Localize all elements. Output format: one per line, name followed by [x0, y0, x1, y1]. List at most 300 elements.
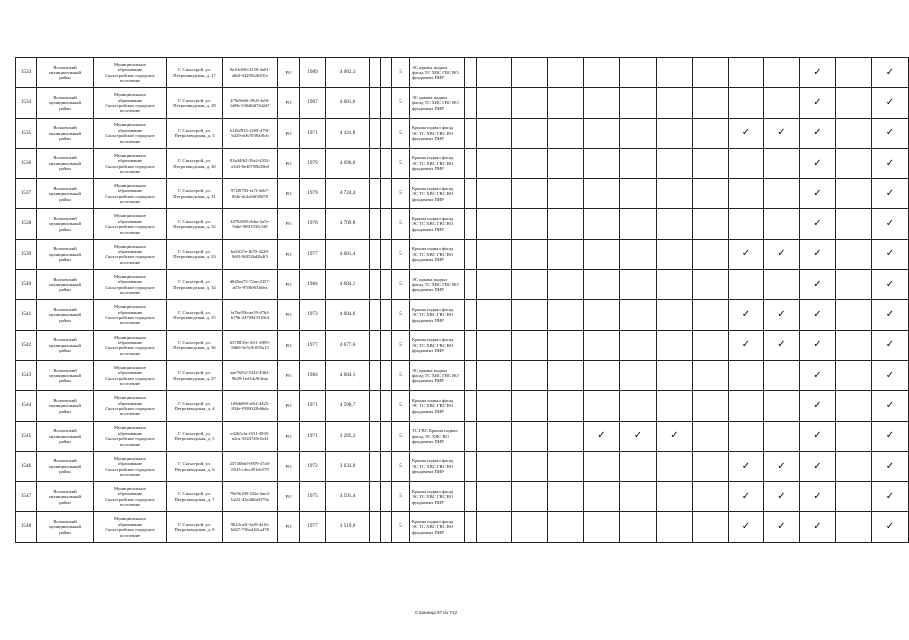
work-check-cell: [800, 148, 836, 178]
work-check-cell: [477, 360, 512, 390]
work-check-cell: [477, 88, 512, 118]
work-check-cell: [872, 512, 909, 542]
address-cell: Г. Сясьстрой, ул. Петрозаводская, д. 4: [167, 391, 223, 421]
work-check-cell: [477, 482, 512, 512]
blank-cell: [465, 330, 477, 360]
works-list-cell: Крыша подвал фасад ЭС ТС ХВС ГВС ВО фундамент ПИР: [410, 300, 465, 330]
blank-cell: [381, 512, 392, 542]
house-guid-cell: 1f6bb069-a0cf-4425- 834e-f950042b66da: [223, 391, 278, 421]
build-year-cell: 1971: [300, 118, 326, 148]
work-check-cell: [512, 421, 548, 451]
municipality-cell: Муниципальное образование Сясьстройское городское поселение: [94, 148, 167, 178]
address-cell: Г. Сясьстрой, ул. Петрозаводская, д. 33: [167, 239, 223, 269]
work-check-cell: [800, 451, 836, 481]
blank-cell: [370, 391, 381, 421]
work-check-cell: [584, 270, 620, 300]
work-check-cell: [693, 391, 729, 421]
area-cell: 4 684,6: [326, 300, 370, 330]
build-year-cell: 1989: [300, 58, 326, 88]
address-cell: Г. Сясьстрой, ул. Петрозаводская, д. 30: [167, 148, 223, 178]
row-number: 1543: [16, 360, 37, 390]
work-check-cell: [729, 118, 764, 148]
work-check-cell: [584, 512, 620, 542]
work-check-cell: [512, 58, 548, 88]
build-year-cell: 1977: [300, 330, 326, 360]
blank-cell: [381, 209, 392, 239]
work-check-cell: [584, 88, 620, 118]
table-row: [16, 148, 909, 178]
address-cell: Г. Сясьстрой, ул. Петрозаводская, д. 35: [167, 300, 223, 330]
work-check-cell: [512, 148, 548, 178]
work-check-cell: [477, 239, 512, 269]
build-year-cell: 1978: [300, 209, 326, 239]
works-list-cell: ЭС крыша подвал фасад ТС ХВС ГВС ВО фундамент ПИР: [410, 360, 465, 390]
build-year-cell: 1975: [300, 482, 326, 512]
area-cell: 4 591,4: [326, 482, 370, 512]
address-cell: Г. Сясьстрой, ул. Петрозаводская, д. 5: [167, 421, 223, 451]
work-check-cell: [872, 421, 909, 451]
work-check-cell: [657, 421, 693, 451]
work-check-cell: [584, 391, 620, 421]
work-check-cell: [836, 58, 872, 88]
work-check-cell: [729, 58, 764, 88]
build-year-cell: 1984: [300, 360, 326, 390]
check-mark-icon: ✓: [813, 248, 822, 260]
area-cell: 4 431,8: [326, 118, 370, 148]
house-guid-cell: 9e10c036-4158-4a01- a8df-04295f2b591e: [223, 58, 278, 88]
build-year-cell: 1972: [300, 451, 326, 481]
check-mark-icon: ✓: [885, 369, 895, 381]
floors-cell: 5: [392, 300, 410, 330]
district-cell: Волховский муниципальный район: [37, 451, 94, 481]
work-check-cell: [800, 512, 836, 542]
district-cell: Волховский муниципальный район: [37, 179, 94, 209]
work-check-cell: [729, 482, 764, 512]
blank-cell: [465, 512, 477, 542]
work-check-cell: [548, 179, 584, 209]
table-row: [16, 239, 909, 269]
work-check-cell: [620, 421, 657, 451]
work-check-cell: [657, 88, 693, 118]
address-cell: Г. Сясьстрой, ул. Петрозаводская, д. 37: [167, 360, 223, 390]
blank-cell: [465, 360, 477, 390]
work-check-cell: [836, 239, 872, 269]
blank-cell: [370, 209, 381, 239]
row-number: 1540: [16, 270, 37, 300]
blank-cell: [465, 58, 477, 88]
work-check-cell: [872, 88, 909, 118]
work-check-cell: [836, 451, 872, 481]
work-check-cell: [800, 330, 836, 360]
blank-cell: [381, 482, 392, 512]
municipality-cell: Муниципальное образование Сясьстройское городское поселение: [94, 118, 167, 148]
work-check-cell: [800, 300, 836, 330]
house-guid-cell: e42b5cfa-f331-4935- a2ca-5543749c5e4f: [223, 421, 278, 451]
row-number: 1534: [16, 88, 37, 118]
check-mark-icon: ✓: [885, 521, 895, 533]
row-number: 1538: [16, 209, 37, 239]
check-mark-icon: ✓: [885, 490, 895, 502]
house-guid-cell: 44784f98-ebba-4a7e- 9a6e-9f8f1935c5f8: [223, 209, 278, 239]
work-check-cell: [657, 118, 693, 148]
municipality-cell: Муниципальное образование Сясьстройское городское поселение: [94, 512, 167, 542]
municipality-cell: Муниципальное образование Сясьстройское городское поселение: [94, 391, 167, 421]
municipality-cell: Муниципальное образование Сясьстройское городское поселение: [94, 300, 167, 330]
district-cell: Волховский муниципальный район: [37, 58, 94, 88]
check-mark-icon: ✓: [777, 339, 786, 351]
blank-cell: [381, 330, 392, 360]
work-check-cell: [584, 118, 620, 148]
table-row: [16, 391, 909, 421]
blank-cell: [370, 421, 381, 451]
check-mark-icon: ✓: [813, 521, 822, 533]
work-check-cell: [836, 482, 872, 512]
row-number: 1536: [16, 148, 37, 178]
work-check-cell: [620, 482, 657, 512]
check-mark-icon: ✓: [741, 309, 751, 321]
blank-cell: [465, 209, 477, 239]
floors-cell: 5: [392, 421, 410, 451]
fund-type-cell: РО: [278, 179, 300, 209]
row-number: 1548: [16, 512, 37, 542]
district-cell: Волховский муниципальный район: [37, 482, 94, 512]
work-check-cell: [657, 179, 693, 209]
district-cell: Волховский муниципальный район: [37, 421, 94, 451]
work-check-cell: [548, 482, 584, 512]
municipality-cell: Муниципальное образование Сясьстройское городское поселение: [94, 451, 167, 481]
work-check-cell: [693, 330, 729, 360]
work-check-cell: [729, 300, 764, 330]
build-year-cell: 1987: [300, 88, 326, 118]
work-check-cell: [729, 512, 764, 542]
blank-cell: [465, 148, 477, 178]
work-check-cell: [872, 58, 909, 88]
check-mark-icon: ✓: [813, 96, 822, 108]
work-check-cell: [477, 209, 512, 239]
blank-cell: [370, 179, 381, 209]
works-list-cell: Крыша подвал фасад ЭС ТС ХВС ГВС ВО фундамент ПИР: [410, 482, 465, 512]
work-check-cell: [764, 391, 800, 421]
work-check-cell: [620, 360, 657, 390]
house-guid-cell: ba5ff27e-fb70-4229- 9df3-8df52bd2b4f3: [223, 239, 278, 269]
work-check-cell: [836, 421, 872, 451]
check-mark-icon: ✓: [885, 187, 895, 199]
work-check-cell: [693, 421, 729, 451]
work-check-cell: [693, 512, 729, 542]
work-check-cell: [764, 209, 800, 239]
address-cell: Г. Сясьстрой, ул. Петрозаводская, д. 31: [167, 179, 223, 209]
check-mark-icon: ✓: [741, 521, 751, 533]
work-check-cell: [800, 270, 836, 300]
work-check-cell: [764, 88, 800, 118]
work-check-cell: [477, 451, 512, 481]
work-check-cell: [764, 179, 800, 209]
fund-type-cell: РО: [278, 512, 300, 542]
work-check-cell: [548, 148, 584, 178]
work-check-cell: [477, 330, 512, 360]
blank-cell: [465, 270, 477, 300]
work-check-cell: [620, 270, 657, 300]
work-check-cell: [512, 512, 548, 542]
work-check-cell: [836, 330, 872, 360]
works-list-cell: ЭС крыша подвал фасад ТС ХВС ГВС ВО фундамент ПИР: [410, 270, 465, 300]
floors-cell: 5: [392, 148, 410, 178]
work-check-cell: [477, 391, 512, 421]
works-list-cell: Крыша подвал фасад ЭС ТС ХВС ГВС ВО фундамент ПИР: [410, 391, 465, 421]
floors-cell: 5: [392, 58, 410, 88]
fund-type-cell: РО: [278, 300, 300, 330]
table-row: [16, 421, 909, 451]
works-list-cell: Крыша подвал фасад ЭС ТС ХВС ГВС ВО фундамент ПИР: [410, 512, 465, 542]
district-cell: Волховский муниципальный район: [37, 239, 94, 269]
work-check-cell: [548, 118, 584, 148]
row-number: 1547: [16, 482, 37, 512]
area-cell: 4 677,6: [326, 330, 370, 360]
work-check-cell: [548, 391, 584, 421]
check-mark-icon: ✓: [885, 339, 895, 351]
area-cell: 4 690,0: [326, 148, 370, 178]
work-check-cell: [764, 118, 800, 148]
work-check-cell: [764, 148, 800, 178]
fund-type-cell: РО: [278, 421, 300, 451]
check-mark-icon: ✓: [741, 248, 751, 260]
house-guid-cell: aae76f52-5342-4362- 9649-1ed1dc9f4eaa: [223, 360, 278, 390]
build-year-cell: 1973: [300, 300, 326, 330]
fund-type-cell: РО: [278, 88, 300, 118]
blank-cell: [381, 58, 392, 88]
blank-cell: [370, 270, 381, 300]
works-list-cell: ЭС крыша подвал фасад ТС ХВС ГВС ВО фундамент ПИР: [410, 88, 465, 118]
work-check-cell: [512, 179, 548, 209]
check-mark-icon: ✓: [777, 248, 786, 260]
table-row: [16, 179, 909, 209]
work-check-cell: [693, 88, 729, 118]
blank-cell: [370, 330, 381, 360]
work-check-cell: [729, 179, 764, 209]
work-check-cell: [477, 270, 512, 300]
work-check-cell: [872, 270, 909, 300]
municipality-cell: Муниципальное образование Сясьстройское городское поселение: [94, 179, 167, 209]
check-mark-icon: ✓: [885, 127, 895, 139]
check-mark-icon: ✓: [885, 218, 895, 230]
work-check-cell: [548, 512, 584, 542]
table-row: [16, 330, 909, 360]
work-check-cell: [657, 300, 693, 330]
table-row: [16, 88, 909, 118]
build-year-cell: 1979: [300, 148, 326, 178]
blank-cell: [370, 451, 381, 481]
house-guid-cell: 479e9e66-29c8-4e9f- b60b-330d64f7fd2d7: [223, 88, 278, 118]
work-check-cell: [693, 58, 729, 88]
check-mark-icon: ✓: [633, 430, 643, 442]
work-check-cell: [872, 330, 909, 360]
address-cell: Г. Сясьстрой, ул. Петрозаводская, д. 36: [167, 330, 223, 360]
table-row: [16, 300, 909, 330]
work-check-cell: [584, 148, 620, 178]
fund-type-cell: РО: [278, 391, 300, 421]
blank-cell: [465, 239, 477, 269]
work-check-cell: [729, 88, 764, 118]
table-row: [16, 360, 909, 390]
house-guid-cell: d845ea75-72ae-4357- a07e-97f0f9f1b0ea: [223, 270, 278, 300]
work-check-cell: [548, 88, 584, 118]
check-mark-icon: ✓: [885, 278, 895, 290]
check-mark-icon: ✓: [597, 430, 606, 442]
work-check-cell: [548, 58, 584, 88]
fund-type-cell: РО: [278, 239, 300, 269]
address-cell: Г. Сясьстрой, ул. Петрозаводская, д. 34: [167, 270, 223, 300]
table-row: [16, 58, 909, 88]
work-check-cell: [477, 118, 512, 148]
district-cell: Волховский муниципальный район: [37, 512, 94, 542]
work-check-cell: [620, 58, 657, 88]
work-check-cell: [764, 239, 800, 269]
work-check-cell: [512, 88, 548, 118]
area-cell: 4 681,4: [326, 239, 370, 269]
work-check-cell: [836, 300, 872, 330]
district-cell: Волховский муниципальный район: [37, 391, 94, 421]
works-list-cell: Крыша подвал фасад ЭС ТС ХВС ГВС ВО фундамент ПИР: [410, 148, 465, 178]
work-check-cell: [657, 360, 693, 390]
table-body: [16, 58, 909, 543]
check-mark-icon: ✓: [813, 460, 822, 472]
blank-cell: [381, 421, 392, 451]
blank-cell: [381, 270, 392, 300]
work-check-cell: [800, 58, 836, 88]
check-mark-icon: ✓: [885, 460, 895, 472]
work-check-cell: [836, 118, 872, 148]
work-check-cell: [872, 118, 909, 148]
blank-cell: [465, 391, 477, 421]
work-check-cell: [657, 58, 693, 88]
blank-cell: [381, 88, 392, 118]
work-check-cell: [800, 88, 836, 118]
blank-cell: [381, 300, 392, 330]
check-mark-icon: ✓: [813, 399, 822, 411]
house-guid-cell: 9623ca3f-3af9-4a1b- b827-736a4161a478: [223, 512, 278, 542]
work-check-cell: [872, 300, 909, 330]
check-mark-icon: ✓: [813, 369, 822, 381]
work-check-cell: [693, 270, 729, 300]
fund-type-cell: РО: [278, 360, 300, 390]
blank-cell: [381, 360, 392, 390]
work-check-cell: [872, 360, 909, 390]
check-mark-icon: ✓: [813, 490, 822, 502]
blank-cell: [381, 391, 392, 421]
work-check-cell: [764, 451, 800, 481]
house-guid-cell: b1f62933-2208-479f- b429-a0b70394f0cb: [223, 118, 278, 148]
registry-table: [15, 57, 909, 543]
check-mark-icon: ✓: [741, 127, 751, 139]
address-cell: Г. Сясьстрой, ул. Петрозаводская, д. 27: [167, 58, 223, 88]
check-mark-icon: ✓: [885, 309, 895, 321]
work-check-cell: [477, 148, 512, 178]
address-cell: Г. Сясьстрой, ул. Петрозаводская, д. 32: [167, 209, 223, 239]
build-year-cell: 1971: [300, 391, 326, 421]
work-check-cell: [764, 512, 800, 542]
area-cell: 4 684,1: [326, 360, 370, 390]
work-check-cell: [800, 391, 836, 421]
work-check-cell: [693, 239, 729, 269]
area-cell: 4 724,4: [326, 179, 370, 209]
check-mark-icon: ✓: [777, 521, 786, 533]
area-cell: 4 709,8: [326, 209, 370, 239]
floors-cell: 5: [392, 239, 410, 269]
check-mark-icon: ✓: [885, 248, 895, 260]
check-mark-icon: ✓: [670, 430, 679, 442]
work-check-cell: [548, 209, 584, 239]
work-check-cell: [764, 360, 800, 390]
floors-cell: 5: [392, 209, 410, 239]
work-check-cell: [872, 391, 909, 421]
floors-cell: 5: [392, 88, 410, 118]
work-check-cell: [729, 148, 764, 178]
municipality-cell: Муниципальное образование Сясьстройское городское поселение: [94, 270, 167, 300]
row-number: 1544: [16, 391, 37, 421]
work-check-cell: [548, 300, 584, 330]
work-check-cell: [584, 451, 620, 481]
work-check-cell: [764, 300, 800, 330]
table-row: [16, 512, 909, 542]
check-mark-icon: ✓: [885, 96, 895, 108]
work-check-cell: [729, 270, 764, 300]
fund-type-cell: РО: [278, 451, 300, 481]
house-guid-cell: 78e5b188-332e-4ae3- b222-43a4d0a9379a: [223, 482, 278, 512]
area-cell: 3 519,0: [326, 512, 370, 542]
house-guid-cell: 972f8792-fa7f-4eb7- 8f4e-dc2a9df39d78: [223, 179, 278, 209]
build-year-cell: 1979: [300, 179, 326, 209]
work-check-cell: [620, 512, 657, 542]
check-mark-icon: ✓: [813, 278, 822, 290]
row-number: 1537: [16, 179, 37, 209]
work-check-cell: [584, 239, 620, 269]
fund-type-cell: РО: [278, 482, 300, 512]
work-check-cell: [872, 148, 909, 178]
work-check-cell: [548, 360, 584, 390]
house-guid-cell: 237469a0-0959-47a0- 8543-c4ec491eb579: [223, 451, 278, 481]
work-check-cell: [729, 391, 764, 421]
check-mark-icon: ✓: [741, 460, 751, 472]
house-guid-cell: fa7be55b-ae59-47bf- b79b-2470943318e4: [223, 300, 278, 330]
work-check-cell: [584, 209, 620, 239]
district-cell: Волховский муниципальный район: [37, 209, 94, 239]
work-check-cell: [800, 482, 836, 512]
work-check-cell: [836, 360, 872, 390]
work-check-cell: [584, 482, 620, 512]
work-check-cell: [657, 451, 693, 481]
check-mark-icon: ✓: [777, 127, 786, 139]
work-check-cell: [584, 300, 620, 330]
check-mark-icon: ✓: [885, 157, 895, 169]
row-number: 1546: [16, 451, 37, 481]
work-check-cell: [729, 360, 764, 390]
work-check-cell: [620, 391, 657, 421]
municipality-cell: Муниципальное образование Сясьстройское городское поселение: [94, 482, 167, 512]
blank-cell: [370, 360, 381, 390]
work-check-cell: [800, 209, 836, 239]
check-mark-icon: ✓: [813, 66, 822, 78]
work-check-cell: [693, 209, 729, 239]
work-check-cell: [657, 482, 693, 512]
work-check-cell: [836, 270, 872, 300]
blank-cell: [381, 148, 392, 178]
work-check-cell: [548, 421, 584, 451]
work-check-cell: [693, 179, 729, 209]
work-check-cell: [512, 360, 548, 390]
build-year-cell: 1977: [300, 239, 326, 269]
work-check-cell: [693, 360, 729, 390]
work-check-cell: [620, 179, 657, 209]
